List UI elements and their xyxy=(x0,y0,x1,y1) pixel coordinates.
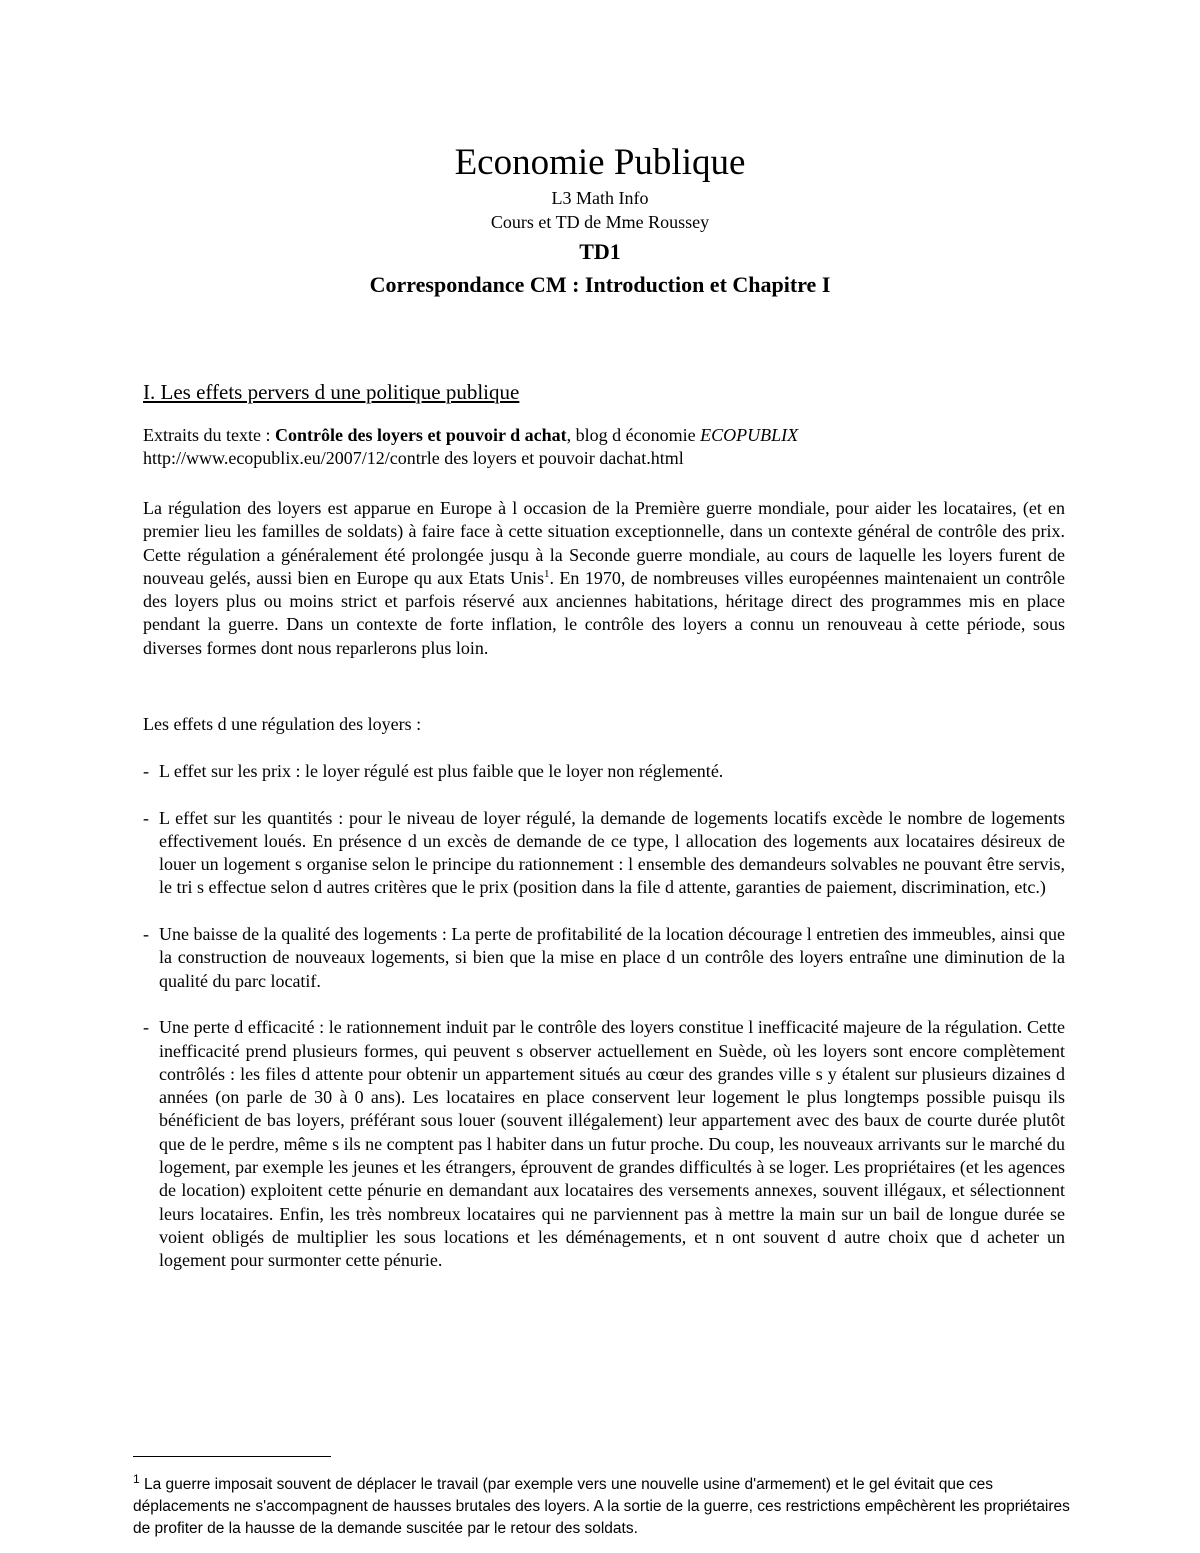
extract-reference xyxy=(143,424,1065,471)
list-item xyxy=(143,760,1065,783)
article-url: http://www.ecopublix.eu/2007/12/contrle des loyers et pouvoir dachat.html xyxy=(143,448,684,469)
course-label: Cours et TD de Mme Roussey xyxy=(490,212,710,232)
bullet-marker: - xyxy=(143,1017,149,1038)
list-item-text: Une perte d efficacité : le rationnement induit par le contrôle des loyers constitue l inefficacité majeure de la régulation. Cette inefficacité prend plusieurs formes, qui peuvent s observer actuellement en Suède, où les loyers sont encore complètement contrôlés : les files d attente pour obtenir un appartement situés au cœur des grandes ville s y étalent sur plusieurs dizaines d années (on parle de 30 à 0 ans). Les locataires en place conservent leur logement le plus longtemps possible puisqu ils bénéficient de bas loyers, préférant sous louer (souvent illégalement) leur appartement avec des baux de courte durée plutôt que de le perdre, même s ils ne comptent pas l habiter dans un futur proche. Du coup, les nouveaux arrivants sur le marché du logement, par exemple les jeunes et les étrangers, éprouvent de grandes difficultés à se loger. Les propriétaires (et les agences de location) exploitent cette pénurie en demandant aux locataires des versements annexes, souvent illégaux, et sélectionnent leurs locataires. Enfin, les très nombreux locataires qui ne parviennent pas à mettre la main sur un bail de longue durée se voient obligés de multiplier les sous locations et les déménagements, et n ont souvent d autre choix que d acheter un logement pour surmonter cette pénurie. xyxy=(159,1017,1065,1271)
list-item xyxy=(143,923,1065,993)
blog-name: ECOPUBLIX xyxy=(700,425,799,445)
list-item-text: Une baisse de la qualité des logements : La perte de profitabilité de la location décourage l entretien des immeubles, ainsi que la construction de nouveaux logements, si bien que la mise en place d un contrôle des loyers entraîne une diminution de la qualité du parc locatif. xyxy=(159,924,1065,991)
bullet-marker: - xyxy=(143,807,149,828)
correspondance-label: Correspondance CM : Introduction et Chapitre I xyxy=(369,272,831,297)
list-item xyxy=(143,807,1065,900)
paragraph-intro-part2: . En 1970, de nombreuses villes européennes maintenaient un contrôle des loyers plus ou moins strict et parfois réservé aux anciennes habitations, héritage direct des programmes mis en place pendant la guerre. Dans un contexte de forte inflation, le contrôle des loyers a connu un renouveau à cette période, sous diverses formes dont nous reparlerons plus loin. xyxy=(143,567,1066,658)
bullet-marker: - xyxy=(143,761,149,781)
article-title: Contrôle des loyers et pouvoir d achat xyxy=(274,425,567,445)
footnote-divider xyxy=(133,1456,331,1457)
list-item-text: L effet sur les quantités : pour le niveau de loyer régulé, la demande de logements locatifs excède le nombre de logements effectivement loués. En présence d un excès de demande de ce type, l allocation des logements aux locataires désireux de louer un logement s organise selon le principe du rationnement : l ensemble des demandeurs solvables ne pouvant être servis, le tri s effectue selon d autres critères que le prix (position dans la file d attente, garanties de paiement, discrimination, etc.) xyxy=(159,807,1065,898)
document-title: Economie Publique xyxy=(454,142,746,183)
td-label: TD1 xyxy=(579,239,621,264)
bullet-marker: - xyxy=(143,924,149,945)
footnote xyxy=(133,1471,1073,1540)
extract-middle: , blog d économie xyxy=(566,425,701,445)
list-item xyxy=(143,1016,1065,1272)
footnote-ref: 1 xyxy=(544,567,550,580)
effects-intro: Les effets d une régulation des loyers : xyxy=(143,714,422,734)
section-title: I. Les effets pervers d une politique publique xyxy=(143,380,520,404)
effects-list xyxy=(143,760,1065,1296)
extract-line xyxy=(143,424,1065,447)
level-label: L3 Math Info xyxy=(551,188,649,208)
paragraph-intro-part1: La régulation des loyers est apparue en Europe à l occasion de la Première guerre mondiale, pour aider les locataires, (et en premier lieu les familles de soldats) à faire face à cette situation exceptionnelle, dans un contexte général de contrôle des prix. Cette régulation a généralement été prolongée jusqu à la Seconde guerre mondiale, au cours de laquelle les loyers furent de nouveau gelés, aussi bien en Europe qu aux Etats Unis xyxy=(143,498,1065,588)
footnote-number: 1 xyxy=(133,1471,140,1486)
paragraph-intro xyxy=(143,497,1065,660)
document-header xyxy=(0,140,1200,302)
footnote-text: La guerre imposait souvent de déplacer le travail (par exemple vers une nouvelle usine d'armement) et le gel évitait que ces déplacements ne s'accompagnent de hausses brutales des loyers. A la sortie de la guerre, ces restrictions empêchèrent les propriétaires de profiter de la hausse de la demande suscitée par le retour des soldats. xyxy=(133,1476,1070,1537)
list-item-text: L effet sur les prix : le loyer régulé est plus faible que le loyer non réglementé. xyxy=(159,761,724,781)
extract-prefix: Extraits du texte : xyxy=(143,425,275,445)
